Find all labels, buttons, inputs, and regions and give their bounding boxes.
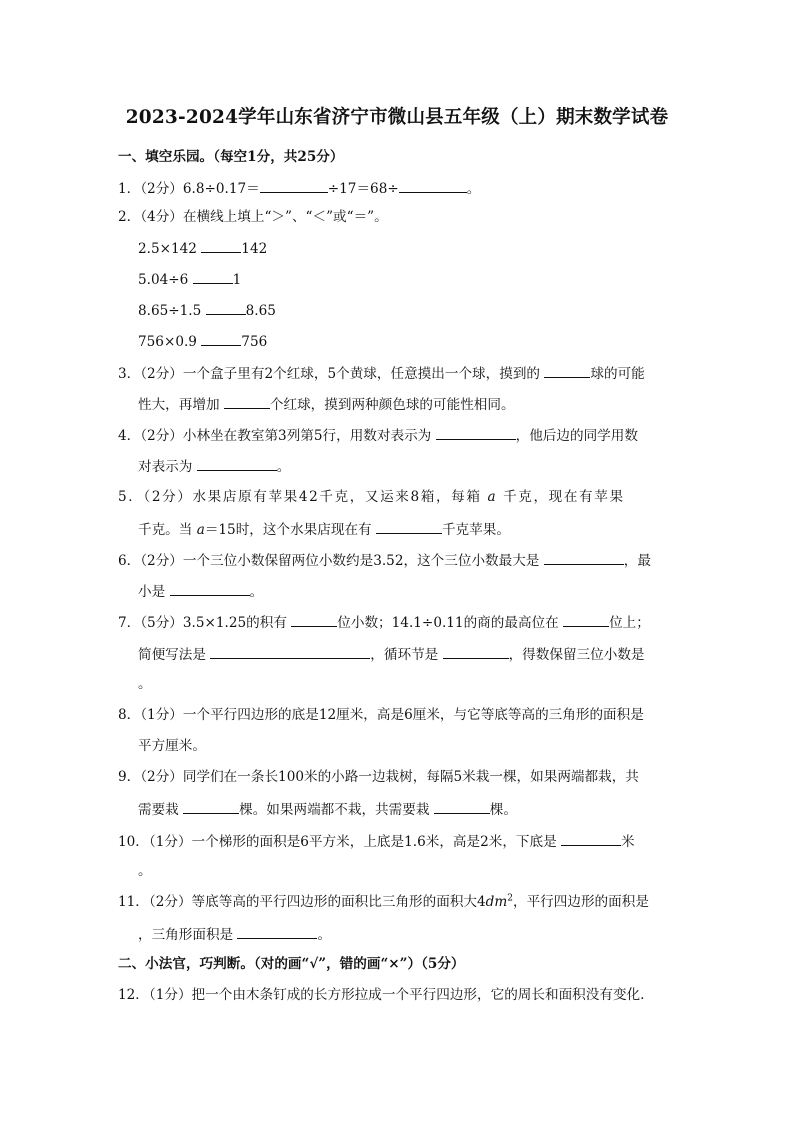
q10-text-b: 米 <box>621 834 635 850</box>
q5-number: 5． <box>118 489 144 505</box>
q2-item-2 <box>138 269 241 289</box>
q1-score: （2分） <box>140 181 183 197</box>
q7-text-c: 位上； <box>609 615 650 631</box>
q11-unit: dm <box>485 894 508 910</box>
q7-score: （5分） <box>140 615 183 631</box>
page-title: 2023-2024学年山东省济宁市微山县五年级（上）期末数学试卷 <box>125 107 669 128</box>
q7-number: 7． <box>118 615 141 631</box>
q11-text-d: 。 <box>317 927 332 943</box>
answer-blank[interactable] <box>206 300 246 315</box>
q4-number: 4． <box>118 428 141 444</box>
q9-text-a: 同学们在一条长100米的小路一边栽树，每隔5米栽一棵，如果两端都栽，共 <box>182 769 639 785</box>
q4-text-c: 对表示为 <box>138 459 197 475</box>
question-6-cont <box>138 581 263 601</box>
q6-text-a: 一个三位小数保留两位小数约是3.52，这个三位小数最大是 <box>182 553 544 569</box>
q2-item-right: 142 <box>241 241 268 257</box>
question-9 <box>118 768 639 786</box>
answer-blank[interactable] <box>544 550 624 565</box>
q3-text-b: 球的可能 <box>590 366 645 382</box>
q11-text-c: ，三角形面积是 <box>138 927 238 943</box>
question-4-cont <box>138 456 290 476</box>
q5-text-e: 千克苹果。 <box>441 522 510 538</box>
question-8 <box>118 706 644 724</box>
q3-score: （2分） <box>140 366 183 382</box>
section-2-heading: 二、小法官，巧判断。（对的画“√”，错的画“×”）（5分） <box>118 956 465 972</box>
q6-text-d: 。 <box>249 584 264 600</box>
q8-text-a: 一个平行四边形的底是12厘米，高是6厘米，与它等底等高的三角形的面积是 <box>182 707 644 723</box>
q11-text-a: 等底等高的平行四边形的面积比三角形的面积大4 <box>191 894 486 910</box>
q7-text-f: ，得数保留三位小数是 <box>508 647 645 663</box>
q3-number: 3． <box>118 366 141 382</box>
question-2 <box>118 208 388 226</box>
q7-text-g: 。 <box>138 676 152 692</box>
q8-text-b: 平方厘米。 <box>138 738 206 754</box>
question-12 <box>118 986 644 1004</box>
question-3-cont <box>138 394 515 414</box>
q2-item-left: 2.5×142 <box>138 241 197 257</box>
q9-score: （2分） <box>140 769 183 785</box>
q12-score: （1分） <box>148 987 192 1003</box>
q3-text-d: 个红球，摸到两种颜色球的可能性相同。 <box>269 397 515 413</box>
answer-blank[interactable] <box>291 612 337 627</box>
question-5 <box>118 488 625 506</box>
answer-blank[interactable] <box>210 644 370 659</box>
section-1-heading: 一、填空乐园。（每空1分，共25分） <box>118 149 344 165</box>
q7-text-d: 简便写法是 <box>138 647 211 663</box>
q2-item-3 <box>138 300 276 320</box>
question-5-cont <box>138 519 510 539</box>
question-3 <box>118 363 645 383</box>
answer-blank[interactable] <box>436 425 516 440</box>
q11-score: （2分） <box>148 894 192 910</box>
question-6 <box>118 550 651 570</box>
answer-blank[interactable] <box>193 269 233 284</box>
q5-text-a: 水果店原有苹果42千克，又运来8箱，每箱 <box>192 489 488 505</box>
q9-text-c: 棵。如果两端都不栽，共需要栽 <box>239 802 434 818</box>
q5-variable: a <box>196 522 205 538</box>
answer-blank[interactable] <box>170 581 250 596</box>
q2-score: （4分） <box>140 209 183 225</box>
q4-text-d: 。 <box>276 459 291 475</box>
question-8-cont <box>138 737 206 755</box>
answer-blank[interactable] <box>561 831 621 846</box>
answer-blank[interactable] <box>197 456 277 471</box>
q6-text-c: 小是 <box>138 584 170 600</box>
q11-number: 11． <box>118 894 149 910</box>
q1-number: 1． <box>118 181 141 197</box>
answer-blank[interactable] <box>224 394 270 409</box>
q4-text-a: 小林坐在教室第3列第5行，用数对表示为 <box>182 428 436 444</box>
q6-score: （2分） <box>140 553 183 569</box>
q9-number: 9． <box>118 769 141 785</box>
q10-text-c: 。 <box>138 863 152 879</box>
question-7-cont-2 <box>138 675 152 693</box>
q8-score: （1分） <box>140 707 183 723</box>
answer-blank[interactable] <box>434 799 490 814</box>
q5-text-b: 千克，现在有苹果 <box>497 489 625 505</box>
q8-number: 8． <box>118 707 141 723</box>
q11-unit-exponent: 2 <box>507 893 513 904</box>
q1-text-c: 。 <box>466 181 481 197</box>
answer-blank[interactable] <box>443 644 509 659</box>
question-9-cont <box>138 799 517 819</box>
q5-text-d: ＝15时，这个水果店现在有 <box>204 522 376 538</box>
q10-score: （1分） <box>148 834 192 850</box>
q3-text-c: 性大，再增加 <box>138 397 224 413</box>
question-7-cont <box>138 644 645 664</box>
answer-blank[interactable] <box>237 924 317 939</box>
q2-item-left: 8.65÷1.5 <box>138 303 202 319</box>
q4-score: （2分） <box>140 428 183 444</box>
q2-number: 2． <box>118 209 141 225</box>
q10-number: 10． <box>118 834 149 850</box>
answer-blank[interactable] <box>201 238 241 253</box>
q7-text-e: ，循环节是 <box>370 647 443 663</box>
q6-text-b: ，最 <box>623 553 651 569</box>
q5-text-c: 千克。当 <box>138 522 197 538</box>
answer-blank[interactable] <box>376 519 442 534</box>
question-11-cont <box>138 924 331 944</box>
q2-item-left: 5.04÷6 <box>138 272 189 288</box>
answer-blank[interactable] <box>260 178 328 193</box>
q1-text-a: 6.8÷0.17＝ <box>182 181 260 197</box>
q6-number: 6． <box>118 553 141 569</box>
q7-text-b: 位小数；14.1÷0.11的商的最高位在 <box>337 615 564 631</box>
question-4 <box>118 425 638 445</box>
answer-blank[interactable] <box>544 363 590 378</box>
q7-text-a: 3.5×1.25的积有 <box>182 615 292 631</box>
q2-item-right: 756 <box>241 334 268 350</box>
q2-item-4 <box>138 331 267 351</box>
answer-blank[interactable] <box>563 612 609 627</box>
question-10 <box>118 831 635 851</box>
q2-item-left: 756×0.9 <box>138 334 197 350</box>
question-1 <box>118 178 480 198</box>
q9-text-d: 棵。 <box>489 802 517 818</box>
q5-score: （2分） <box>143 489 193 505</box>
question-7 <box>118 612 650 632</box>
q3-text-a: 一个盒子里有2个红球，5个黄球，任意摸出一个球，摸到的 <box>182 366 545 382</box>
answer-blank[interactable] <box>399 178 467 193</box>
q12-number: 12． <box>118 987 149 1003</box>
q11-text-b: ，平行四边形的面积是 <box>513 894 649 910</box>
q5-variable: a <box>487 489 498 505</box>
question-11 <box>118 893 649 911</box>
q2-text: 在横线上填上“＞”、“＜”或“＝”。 <box>182 209 388 225</box>
question-10-cont <box>138 862 152 880</box>
q2-item-right: 8.65 <box>245 303 276 319</box>
answer-blank[interactable] <box>201 331 241 346</box>
q9-text-b: 需要栽 <box>138 802 184 818</box>
q2-item-1 <box>138 238 267 258</box>
q2-item-right: 1 <box>232 272 242 288</box>
q1-text-b: ÷17＝68÷ <box>327 181 399 197</box>
answer-blank[interactable] <box>183 799 239 814</box>
q10-text-a: 一个梯形的面积是6平方米，上底是1.6米，高是2米，下底是 <box>191 834 562 850</box>
q12-text: 把一个由木条钉成的长方形拉成一个平行四边形，它的周长和面积没有变化. <box>191 987 645 1003</box>
q4-text-b: ，他后边的同学用数 <box>515 428 638 444</box>
